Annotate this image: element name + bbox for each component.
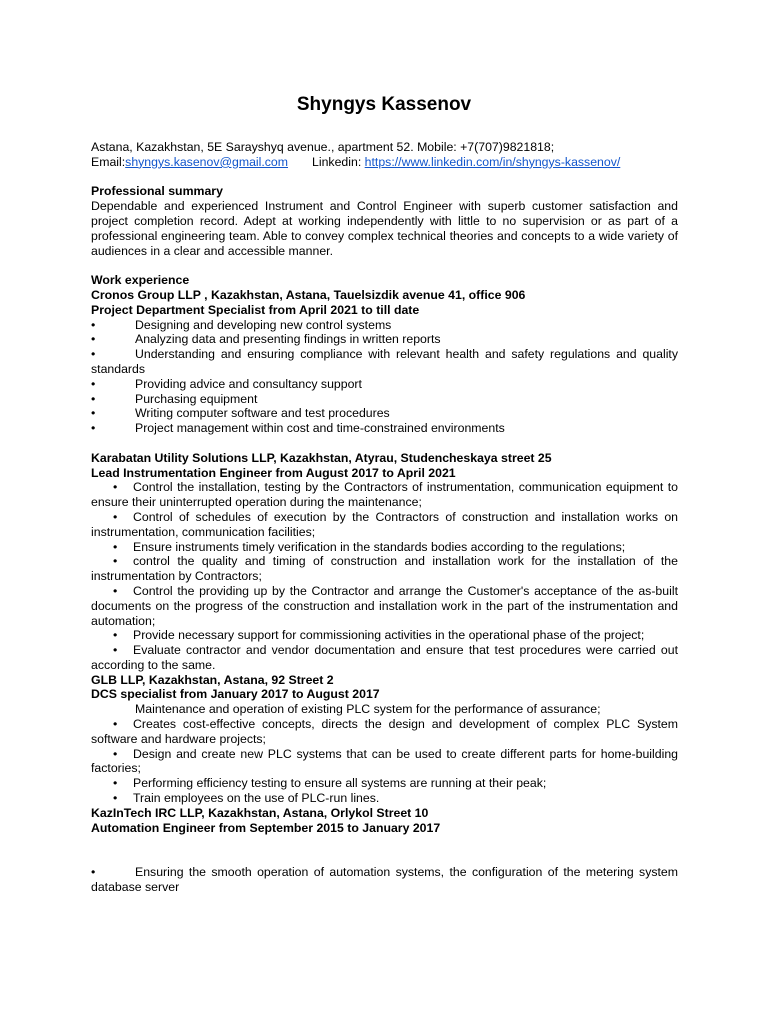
linkedin-label: Linkedin: (312, 154, 362, 169)
email-link[interactable]: shyngys.kasenov@gmail.com (125, 154, 289, 169)
list-item: • Control of schedules of execution by the Contractors of construction and installation works on instrumentation, communication facilities; (91, 509, 678, 539)
job-role: Lead Instrumentation Engineer from August 2017 to April 2021 (91, 465, 456, 480)
contact-address: Astana, Kazakhstan, 5E Sarayshyq avenue., apartment 52. Mobile: +7(707)9821818; (91, 140, 555, 154)
bullet: • (113, 554, 118, 569)
list-item: • control the quality and timing of construction and installation work for the installation of the instrumentation by Contractors; (91, 554, 678, 584)
linkedin-link[interactable]: https://www.linkedin.com/in/shyngys-kassenov/ (364, 154, 621, 169)
list-item: • Creates cost-effective concepts, directs the design and development of complex PLC System software and hardware projects; (91, 717, 678, 746)
list-item: • Project management within cost and time-constrained environments (91, 421, 505, 436)
bullet: • (91, 865, 96, 880)
list-item: • Performing efficiency testing to ensure all systems are running at their peak; (113, 776, 547, 791)
list-item: • Ensure instruments timely verification in the standards bodies according to the regulations; (113, 539, 626, 554)
list-item: • Evaluate contractor and vendor documentation and ensure that test procedures were carried out according to the same. (91, 643, 678, 672)
list-item: • Provide necessary support for commissioning activities in the operational phase of the project; (113, 628, 645, 643)
list-item: • Purchasing equipment (91, 391, 258, 406)
contact-email-line (91, 155, 678, 170)
job-2-list (91, 480, 678, 672)
list-item: • Train employees on the use of PLC-run lines. (113, 791, 380, 806)
job-role: Automation Engineer from September 2015 to January 2017 (91, 820, 441, 835)
list-item: • Writing computer software and test procedures (91, 406, 390, 421)
resume-body (91, 140, 678, 895)
bullet: • (91, 406, 96, 421)
job-company: GLB LLP, Kazakhstan, Astana, 92 Street 2 (91, 672, 334, 687)
list-item: Maintenance and operation of existing PLC system for the performance of assurance; (135, 702, 601, 717)
list-item: • Designing and developing new control systems (91, 317, 392, 332)
list-item: • Control the installation, testing by the Contractors of instrumentation, communication equipment to ensure their uninterrupted operation during the maintenance; (91, 480, 678, 510)
experience-heading: Work experience (91, 273, 190, 288)
list-item: • Providing advice and consultancy support (91, 376, 362, 391)
job-company: Cronos Group LLP , Kazakhstan, Astana, Tauelsizdik avenue 41, office 906 (91, 287, 526, 302)
list-item: • Analyzing data and presenting findings in written reports (91, 332, 441, 347)
bullet: • (113, 746, 118, 761)
job-1-list (91, 318, 678, 436)
bullet: • (91, 391, 96, 406)
list-item: • Ensuring the smooth operation of automation systems, the configuration of the metering system database server (91, 865, 678, 894)
list-item: • Understanding and ensuring compliance with relevant health and safety regulations and quality standards (91, 347, 678, 376)
job-company: KazInTech IRC LLP, Kazakhstan, Astana, Orlykol Street 10 (91, 805, 429, 820)
bullet: • (91, 332, 96, 347)
job-4-list (91, 865, 678, 895)
bullet: • (91, 317, 96, 332)
email-label: Email: (91, 154, 126, 169)
bullet: • (91, 376, 96, 391)
bullet: • (113, 583, 118, 598)
bullet: • (113, 628, 118, 643)
job-company: Karabatan Utility Solutions LLP, Kazakhstan, Atyrau, Studencheskaya street 25 (91, 450, 552, 465)
bullet: • (113, 509, 118, 524)
bullet: • (113, 643, 118, 658)
job-role: Project Department Specialist from April 2021 to till date (91, 302, 420, 317)
list-item: • Design and create new PLC systems that can be used to create different parts for home-building factories; (91, 746, 678, 776)
bullet: • (113, 539, 118, 554)
bullet: • (91, 421, 96, 436)
bullet: • (113, 480, 118, 495)
bullet: • (113, 717, 118, 732)
bullet: • (113, 791, 118, 806)
summary-heading: Professional summary (91, 184, 223, 199)
list-item: • Control the providing up by the Contractor and arrange the Customer's acceptance of the as-built documents on the progress of the construction and installation work in the part of the instrumentation and automation; (91, 583, 678, 628)
resume-name: Shyngys Kassenov (296, 94, 472, 115)
summary-text: Dependable and experienced Instrument and Control Engineer with superb customer satisfaction and project completion record. Adept at working independently with little to no supervision or as part of a professional engineering team. Able to convey complex technical theories and concepts to a wide variety of audiences in a clear and accessible manner. (91, 199, 678, 258)
bullet: • (91, 347, 96, 362)
job-3-list (91, 702, 678, 806)
bullet: • (113, 776, 118, 791)
job-role: DCS specialist from January 2017 to August 2017 (91, 687, 380, 702)
